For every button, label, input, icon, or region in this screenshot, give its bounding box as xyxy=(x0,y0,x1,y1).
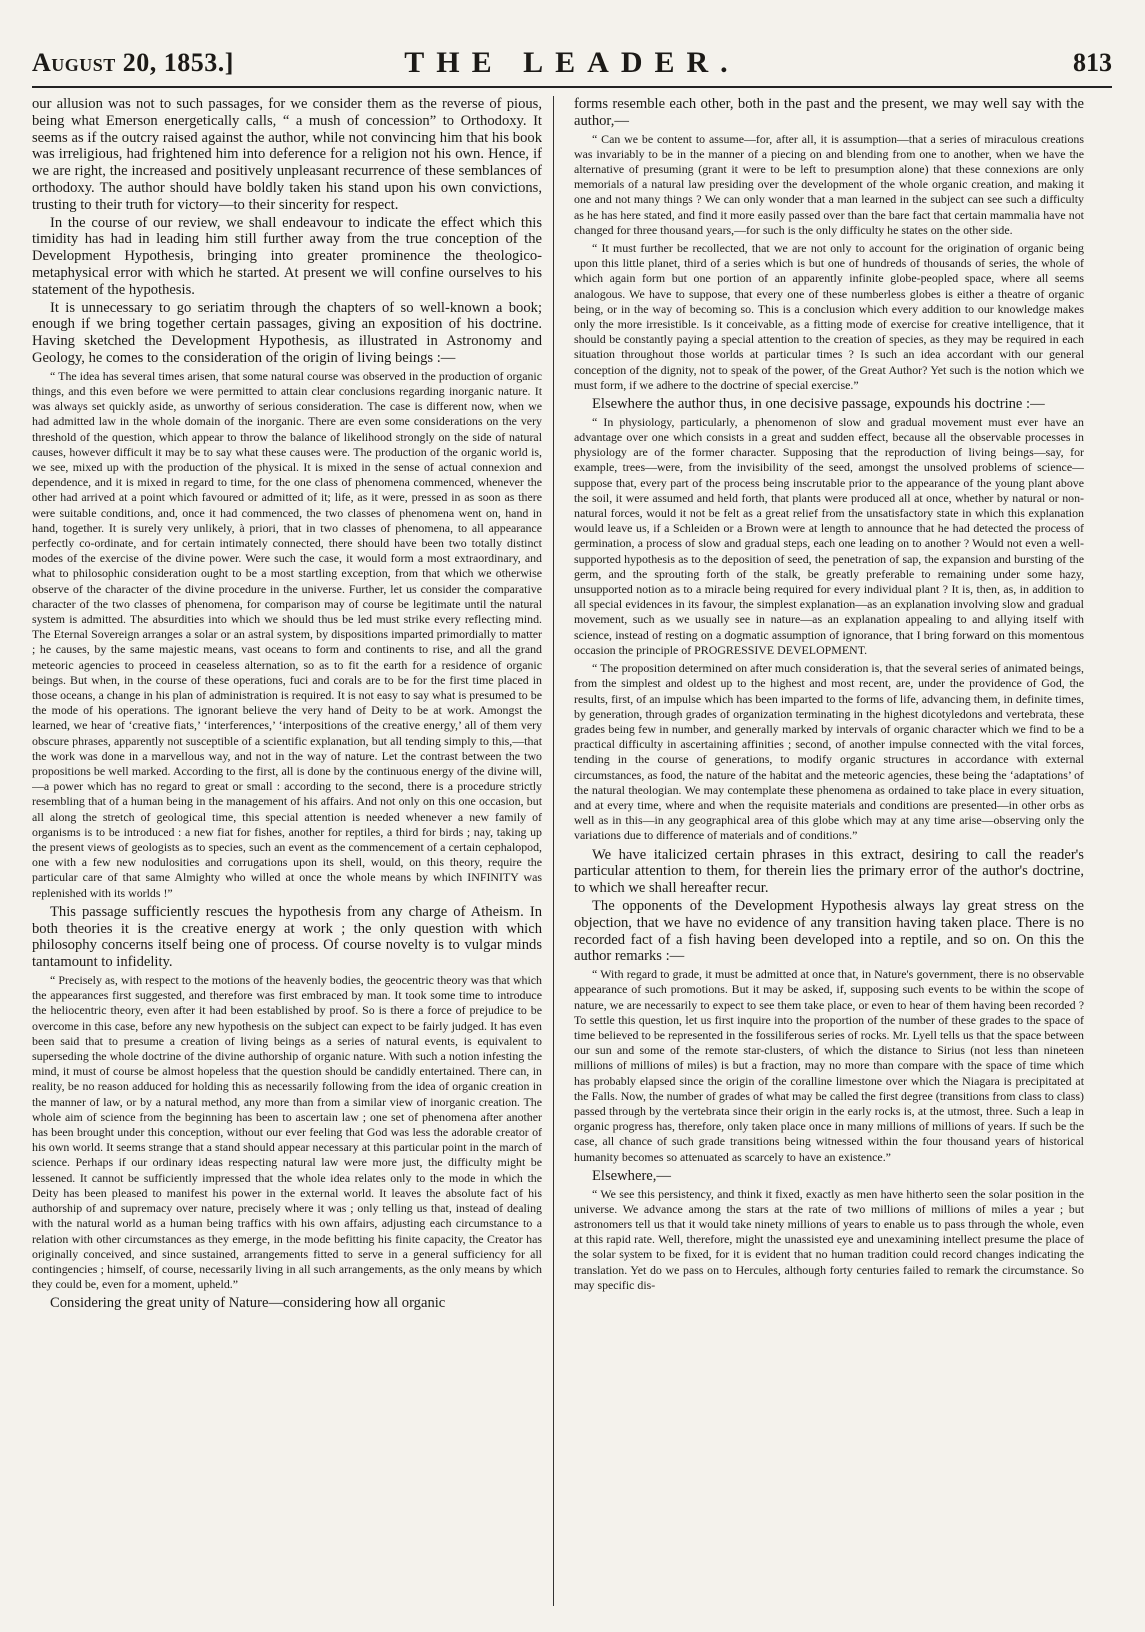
quotation-3: “ Can we be content to assume—for, after all, it is assumption—that a series of miraculous creations was invariably to be in the manner of a piecing on and blending from one to another, when we have the alternative of presuming (grant it were to be left to presumption alone) that these connexions are only memorials of a natural law presiding over the development of the whole organic creation, and making it one and not many things ? We can only wonder that a man learned in the subject can see such a difficulty as he has here stated, and find it more easily passed over than the bare fact that certain mammalia have not changed for three thousand years,—for such is the only difficulty he states on the other side. xyxy=(574,131,1084,237)
paragraph-2: In the course of our review, we shall endeavour to indicate the effect which this timidity has had in leading him still further away from the true conception of the Development Hypothesis, bringing into greater prominence the theologico-metaphysical error with which he started. At present we will confine ourselves to his statement of the hypothesis. xyxy=(32,214,542,298)
page-number: 813 xyxy=(1073,48,1112,77)
issue-date: August 20, 1853.] xyxy=(32,48,234,77)
paragraph-5: Considering the great unity of Nature—considering how all organic xyxy=(50,1295,446,1312)
quotation-6: “ The proposition determined on after much consideration is, that the several series of animated beings, from the simplest and oldest up to the highest and most recent, are, under the providence of God, the results, first, of an impulse which has been imparted to the forms of life, advancing them, in definite times, by generation, through grades of organization terminating in the highest dicotyledons and vertebrata, these grades being few in number, and generally marked by intervals of organic character which we find to be a practical difficulty in ascertaining affinities ; second, of another impulse connected with the vital forces, tending in the course of generations, to modify organic structures in accordance with external circumstances, as food, the nature of the habitat and the meteoric agencies, these being the ‘adaptations’ of the natural theologian. We may contemplate these phenomena as ordained to take place in every situation, and at every time, where and when the requisite materials and conditions are presented—in other orbs as well as in this—in any geographical area of this globe which may at any time arise—observing only the variations due to difference of materials and of conditions.” xyxy=(574,661,1084,843)
quotation-7: “ With regard to grade, it must be admitted at once that, in Nature's government, there is no observable appearance of such promotions. But it may be asked, if, supposing such events to be within the scope of nature, we are necessarily to expect to see them take place, or even to hear of them having been recorded ? To settle this question, let us first inquire into the proportion of the number of these grades to the space of time believed to be represented in the fossiliferous series of rocks. Mr. Lyell tells us that the space between our sun and some of the remote star-clusters, of which the distance to Sirius (not less than nineteen millions of millions of miles) is but a fraction, may no more than compare with the space of time which has probably elapsed since the origin of the coralline limestone over which the Niagara is precipitated at the Falls. Now, the number of grades of what may be called the first degree (transitions from class to class) passed through by the vertebrata since their origin in the early rocks is, at the utmost, three. Such a leap in organic progress has, therefore, only taken place once in many millions of millions of years. If such be the case, all chance of such grade transitions being witnessed within the four thousand years of historical humanity becomes so attenuated as scarcely to have an existence.” xyxy=(574,967,1084,1164)
paragraph-10: Elsewhere,— xyxy=(592,1167,672,1184)
paragraph-7: Elsewhere the author thus, in one decisive passage, expounds his doctrine :— xyxy=(592,396,1045,413)
paragraph-8: We have italicized certain phrases in this extract, desiring to call the reader's particular attention to them, for therein lies the primary error of the author's doctrine, to which we shall hereafter recur. xyxy=(574,846,1084,897)
quotation-2: “ Precisely as, with respect to the motions of the heavenly bodies, the geocentric theory was that which the appearances first suggested, and therefore was first embraced by man. It took some time to introduce the heliocentric theory, even after it had been established by proof. So is there a force of prejudice to be overcome in this case, before any new hypothesis on the subject can expect to be fairly judged. It has even been said that to presume a creation of living beings as a series of natural events, is equivalent to superseding the whole doctrine of the divine authorship of organic nature. With such a notion infesting the mind, it must of course be almost hopeless that the question should be candidly entertained. There can, in reality, be no reason adduced for holding this as necessarily following from the idea of organic creation in the manner of law, or by a natural method, any more than from a similar view of inorganic creation. The whole aim of science from the beginning has been to ascertain law ; one set of phenomena after another has been brought under this conception, without our ever feeling that God was less the adorable creator of his own world. It seems strange that a stand should appear necessary at this particular point in the march of science. Perhaps if our ordinary ideas respecting natural law were more just, the difficulty might be lessened. It cannot be sufficiently impressed that the whole idea relates only to the mode in which the Deity has been pleased to manifest his power in the external world. It leaves the absolute fact of his authorship of and supremacy over nature, precisely where it was ; only telling us that, instead of dealing with the natural world as a human being traffics with his own affairs, adjusting each circumstance to a relation with other circumstances as they emerge, in the mode befitting his finite capacity, the Creator has originally conceived, and since sustained, arrangements fitted to serve in a general sufficiency for all contingencies ; himself, of course, necessarily living in all such arrangements, as the only means by which they could be, even for a moment, upheld.” xyxy=(32,973,542,1292)
column-rule xyxy=(553,96,554,1606)
quotation-8: “ We see this persistency, and think it fixed, exactly as men have hitherto seen the solar position in the universe. We advance among the stars at the rate of two millions of millions of miles a year ; but astronomers tell us that it would take ninety millions of years to enable us to pass through the whole, even at this rapid rate. Well, therefore, might the unassisted eye and unexamining intellect presume the place of the solar system to be fixed, for it is evident that no human tradition could record changes indicating the translation. Yet do we pass on to Hercules, although forty centuries failed to remark the circumstance. So may specific dis- xyxy=(574,1186,1084,1292)
quotation-1: “ The idea has several times arisen, that some natural course was observed in the production of organic things, and this even before we were permitted to attain clear conclusions regarding inorganic nature. It was always set quickly aside, as unworthy of serious consideration. The case is different now, when we had admitted law in the whole domain of the inorganic. There are even some considerations on the very threshold of the question, which appear to throw the balance of likelihood strongly on the side of natural causes, however difficult it may be to say what these causes were. The production of the organic world is, we see, mixed up with the production of the physical. It is mixed in the sense of actual connexion and dependence, and it is mixed in regard to time, for the one class of phenomena commenced, whenever the other had arrived at a point which favoured or admitted of it; life, as it were, pressed in as soon as there were suitable conditions, and, once it had commenced, the two classes of phenomena went on, hand in hand, together. It is surely very unlikely, à priori, that in two classes of phenomena, to all appearance perfectly co-ordinate, and for certain intimately connected, there should have been two totally distinct modes of the exercise of the divine power. Were such the case, it would form a most extraordinary, and what to philosophic consideration ought to be a most startling exception, from that which we otherwise observe of the character of the divine procedure in the universe. Further, let us consider the comparative character of the two classes of phenomena, for comparison may of course be legitimate until the natural system is admitted. The absurdities into which we should thus be led must strike every reflecting mind. The Eternal Sovereign arranges a solar or an astral system, by dispositions imparted primordially to matter ; he causes, by the same majestic means, vast oceans to form and continents to rise, and all the grand meteoric agencies to proceed in ceaseless alternation, so as to fit the earth for a residence of organic beings. But when, in the course of these operations, fuci and corals are to be for the first time placed in those oceans, a change in his plan of administration is required. It is not easy to say what is presumed to be the mode of his operations. The ignorant believe the very hand of Deity to be at work. Amongst the learned, we hear of ‘creative fiats,’ ‘interferences,’ ‘interpositions of the creative energy,’ all of them very obscure phrases, apparently not susceptible of a scientific explanation, but all tending simply to this,—that the work was done in a marvellous way, and not in the way of nature. Let the contrast between the two propositions be well marked. According to the first, all is done by the continuous energy of the divine will,—a power which has no regard to great or small : according to the second, there is a procedure strictly resembling that of a human being in the management of his affairs. And not only on this one occasion, but all along the stretch of geological time, this special attention is needed whenever a new family of organisms is to be introduced : a new fiat for fishes, another for reptiles, a third for birds ; nay, taking up the present views of geologists as to species, such an event as the commencement of a certain cephalopod, one with a few new nodulosities and corrugations upon its shell, would, on this theory, require the particular care of that same Almighty who willed at once the whole means by which INFINITY was replenished with its worlds !” xyxy=(32,368,542,900)
paragraph-6: forms resemble each other, both in the past and the present, we may well say with the author,— xyxy=(574,96,1084,129)
newspaper-title: THE LEADER. xyxy=(404,46,740,79)
right-column xyxy=(574,96,1084,1624)
paragraph-9: The opponents of the Development Hypothesis always lay great stress on the objection, that we have no evidence of any transition having taken place. There is no recorded fact of a fish having been developed into a reptile, and so on. On this the author remarks :— xyxy=(574,897,1084,965)
paragraph-1: our allusion was not to such passages, for we consider them as the reverse of pious, being what Emerson energetically calls, “ a mush of concession” to Orthodoxy. It seems as if the outcry raised against the author, while not convincing him that his book was irreligious, had frightened him into deference for a religion not his own. Hence, if we are right, the increased and positively unpleasant recurrence of these semblances of orthodoxy. The author should have boldly taken his stand upon his own convictions, trusting to their truth for victory—to their sincerity for respect. xyxy=(32,96,542,213)
quotation-4: “ It must further be recollected, that we are not only to account for the origination of organic being upon this little planet, third of a series which is but one of hundreds of thousands of series, the whole of which again form but one portion of an apparently infinite globe-peopled space, where all seems analogous. We have to suppose, that every one of these numberless globes is either a theatre of organic being, or in the way of becoming so. This is a conclusion which every addition to our knowledge makes only the more irresistible. Is it conceivable, as a fitting mode of exercise for creative intelligence, that it should be constantly paying a special attention to the creation of species, as they may be required in each situation throughout those worlds at particular times ? Is such an idea accordant with our general conception of the dignity, not to speak of the power, of the Great Author? Yet such is the notion which we must form, if we adhere to the doctrine of special exercise.” xyxy=(574,241,1084,392)
quotation-5: “ In physiology, particularly, a phenomenon of slow and gradual movement must ever have an advantage over one which consists in a great and sudden effect, because all the observable processes in physiology are of the former character. Supposing that the reproduction of living beings—say, for example, trees—were, from the invisibility of the seed, amongst the unsolved problems of science—suppose that, every part of the process being inscrutable prior to the appearance of the young plant above the soil, it were assumed and held forth, that plants were produced all at once, whether by natural or non-natural forces, would it not be felt as a great relief from the unsatisfactory state in which this explanation would leave us, if a Schleiden or a Brown were at length to announce that he had detected the process of germination, a process of slow and gradual steps, each one leading on to another ? Would not even a well-supported hypothesis as to the deposition of seed, the penetration of sap, the expansion and bursting of the germ, and the sprouting forth of the stalk, be greatly preferable to remaining under some hazy, unsupported notion as to a miracle being required for every individual plant ? It is, then, as, in addition to all special evidences in its favour, the simplest explanation—as an explanation involving slow and gradual movement, such as we usually see in nature—as an explanation appealing to and allying itself with science, instead of resting on a dogmatic assumption of ignorance, that I bring forward on this momentous occasion the principle of PROGRESSIVE DEVELOPMENT. xyxy=(574,414,1084,657)
masthead xyxy=(32,44,1112,88)
paragraph-4: This passage sufficiently rescues the hypothesis from any charge of Atheism. In both theories it is the creative energy at work ; the only question with which philosophy concerns itself being one of process. Of course novelty is to vulgar minds tantamount to infidelity. xyxy=(32,903,542,971)
paragraph-3: It is unnecessary to go seriatim through the chapters of so well-known a book; enough if we bring together certain passages, giving an exposition of his doctrine. Having sketched the Development Hypothesis, as illustrated in Astronomy and Geology, he comes to the consideration of the origin of living beings :— xyxy=(32,299,542,366)
left-column xyxy=(32,96,542,1624)
